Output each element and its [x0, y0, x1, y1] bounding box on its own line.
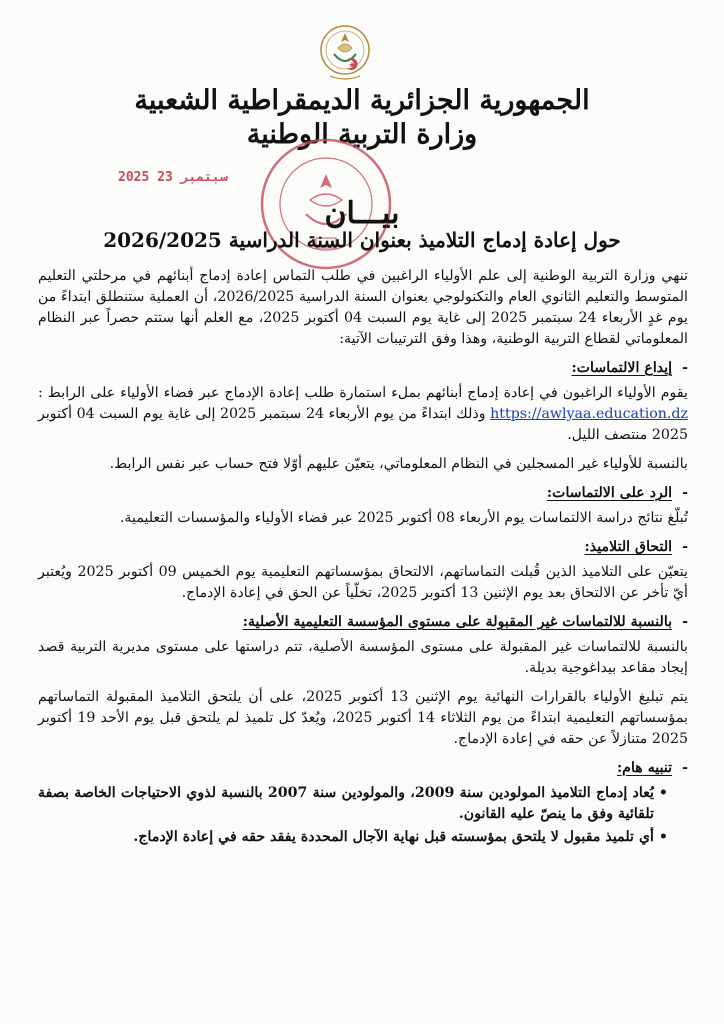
section-paragraph: بالنسبة للالتماسات غير المقبولة على مستوى المؤسسة الأصلية، تتم دراستها على مستوى مديرية التربية قصد إيجاد مقاعد بيداغوجية بديلة. [38, 639, 688, 676]
section-heading: -بالنسبة للالتماسات غير المقبولة على مستوى المؤسسة التعليمية الأصلية: [242, 614, 688, 630]
parents-portal-link[interactable]: https://awlyaa.education.dz [490, 406, 688, 422]
list-item: • يُعاد إدماج التلاميذ المولودين سنة 2009، والمولودين سنة 2007 بالنسبة لذوي الاحتياجات الخاصة بصفة تلقائية وفق ما ينصّ عليه القانون. [38, 783, 668, 825]
republic-name: الجمهورية الجزائرية الديمقراطية الشعبية [134, 85, 590, 116]
date-stamp: 2025 سبتمبر 23 [118, 170, 228, 185]
section-paragraph: يتعيّن على التلاميذ الذين قُبلت التماساتهم، الالتحاق بمؤسساتهم التعليمية يوم الخميس 09 أكتوبر 2025 ويُعتبر أيّ تأخر عن الالتحاق بعد يوم الإثنين 13 أكتوبر 2025، تخلّياً عن الحق في إعادة الإدماج. [38, 564, 689, 601]
section-heading: -إيداع الالتماسات: [571, 360, 688, 376]
section-heading: -التحاق التلاميذ: [584, 539, 688, 555]
section-paragraph: يقوم الأولياء الراغبون في إعادة إدماج أبنائهم بملء استمارة طلب إعادة الإدماج عبر فضاء الأولياء على الرابط : https://awlyaa.education.dz وذلك ابتداءً من يوم الأربعاء 24 سبتمبر 2025 إلى غاية يوم السبت 04 أكتوبر 2025 منتصف الليل. [38, 385, 688, 443]
algeria-emblem-icon [316, 20, 374, 86]
document-subtitle: حول إعادة إدماج التلاميذ بعنوان السنة الدراسية 2026/2025 [103, 228, 621, 252]
notice-list [38, 783, 668, 848]
intro-paragraph: تنهي وزارة التربية الوطنية إلى علم الأولياء الراغبين في طلب التماس إعادة إدماج أبنائهم في مرحلتي التعليم المتوسط والتعليم الثانوي العام والتكنولوجي بعنوان السنة الدراسية 2026/2025، أن العملية ستنطلق ابتداءً من يوم غدٍ الأربعاء 24 سبتمبر 2025 إلى غاية يوم السبت 04 أكتوبر 2025، مع العلم أنها ستتم حصراً عبر النظام المعلوماتي لقطاع التربية الوطنية، وهذا وفق الترتيبات الآتية: [38, 268, 688, 347]
ministry-name: وزارة التربية الوطنية [246, 119, 478, 150]
section-paragraph: تُبلّغ نتائج دراسة الالتماسات يوم الأربعاء 08 أكتوبر 2025 عبر فضاء الأولياء والمؤسسات التعليمية. [119, 510, 688, 526]
document-title: بيـــان [324, 196, 400, 231]
section-heading: -الرد على الالتماسات: [546, 485, 688, 501]
section-heading: -تنبيه هام: [616, 760, 688, 776]
document-body [38, 266, 688, 850]
section-paragraph: بالنسبة للأولياء غير المسجلين في النظام المعلوماتي، يتعيّن عليهم أوّلا فتح حساب عبر نفس الرابط. [109, 456, 688, 472]
list-item: • أي تلميذ مقبول لا يلتحق بمؤسسته قبل نهاية الآجال المحددة يفقد حقه في إعادة الإدماج. [38, 827, 668, 848]
section-paragraph: يتم تبليغ الأولياء بالقرارات النهائية يوم الإثنين 13 أكتوبر 2025، على أن يلتحق التلاميذ المقبولة التماساتهم بمؤسساتهم التعليمية ابتداءً من يوم الثلاثاء 14 أكتوبر 2025، ويُعدّ كل تلميذ لم يلتحق قبل يوم الأحد 19 أكتوبر 2025 متنازلاً عن حقه في إعادة الإدماج. [38, 689, 688, 747]
